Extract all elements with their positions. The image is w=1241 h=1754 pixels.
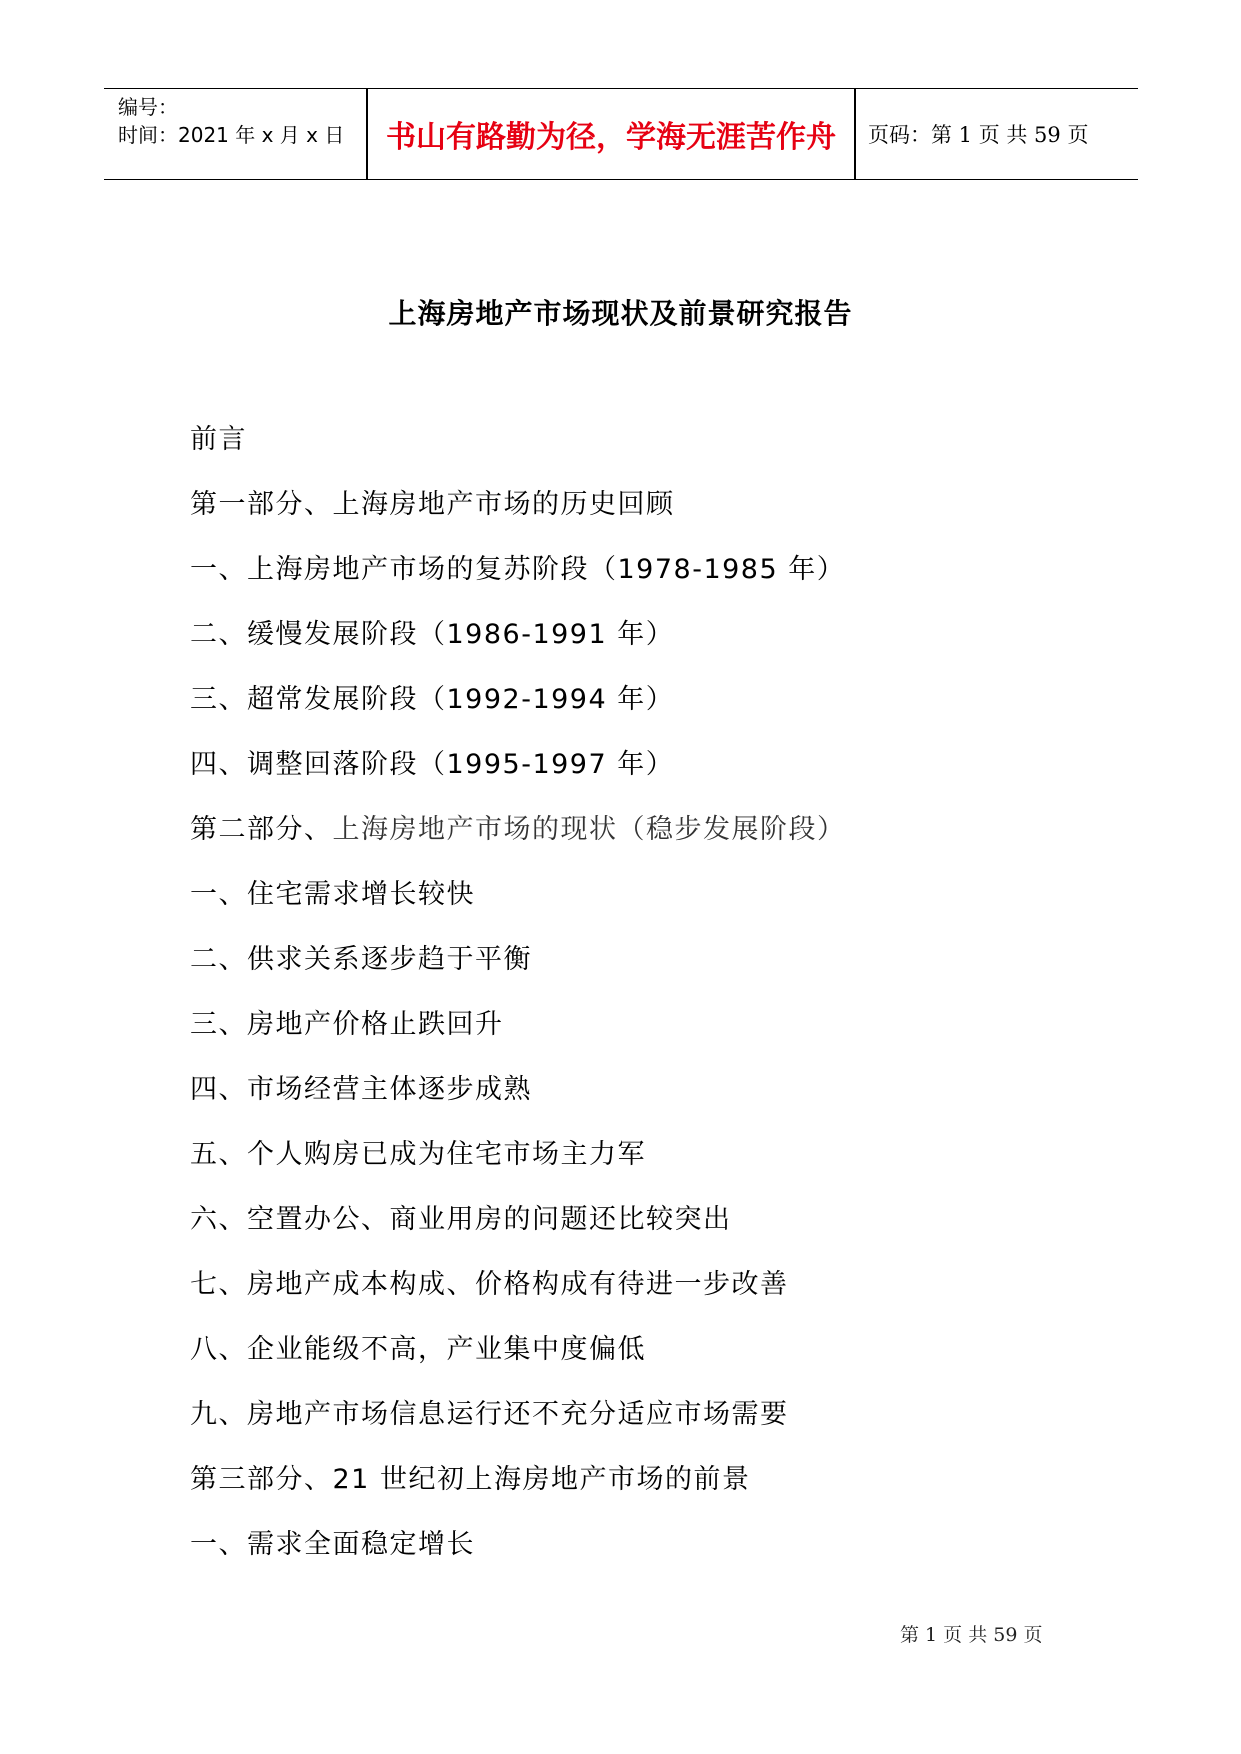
toc-item: 五、个人购房已成为住宅市场主力军 — [190, 1139, 646, 1170]
document-title: 上海房地产市场现状及前景研究报告 — [388, 297, 853, 330]
header-time-label: 时间：2021 年 x 月 x 日 — [118, 123, 345, 147]
toc-item-prefix: 第二部分、 — [190, 814, 333, 845]
header-page-info: 页码：第 1 页 共 59 页 — [868, 123, 1089, 147]
toc-item: 三、房地产价格止跌回升 — [190, 1009, 504, 1040]
toc-item: 九、房地产市场信息运行还不充分适应市场需要 — [190, 1399, 789, 1430]
toc-item: 二、供求关系逐步趋于平衡 — [190, 944, 532, 975]
toc-item: 前言 — [190, 424, 247, 455]
toc-item: 七、房地产成本构成、价格构成有待进一步改善 — [190, 1269, 789, 1300]
header-divider-right — [854, 89, 856, 179]
toc-item: 八、企业能级不高，产业集中度偏低 — [190, 1334, 646, 1365]
toc-item: 二、缓慢发展阶段（1986-1991 年） — [190, 619, 675, 650]
toc-item: 第一部分、上海房地产市场的历史回顾 — [190, 489, 675, 520]
toc-item — [190, 810, 1090, 875]
toc-item: 六、空置办公、商业用房的问题还比较突出 — [190, 1204, 732, 1235]
toc-item: 一、需求全面稳定增长 — [190, 1529, 475, 1560]
header-motto: 书山有路勤为径，学海无涯苦作舟 — [386, 120, 836, 155]
header-meta — [118, 93, 358, 149]
toc-item: 四、调整回落阶段（1995-1997 年） — [190, 749, 675, 780]
toc-item: 第三部分、21 世纪初上海房地产市场的前景 — [190, 1464, 751, 1495]
table-of-contents — [190, 420, 1090, 1590]
page-header — [104, 88, 1138, 180]
header-number-label: 编号： — [118, 95, 178, 119]
toc-item: 三、超常发展阶段（1992-1994 年） — [190, 684, 675, 715]
toc-item: 四、市场经营主体逐步成熟 — [190, 1074, 532, 1105]
toc-item-rest: 上海房地产市场的现状（稳步发展阶段） — [332, 814, 846, 845]
page-footer: 第 1 页 共 59 页 — [900, 1624, 1043, 1646]
toc-item: 一、住宅需求增长较快 — [190, 879, 475, 910]
toc-item: 一、上海房地产市场的复苏阶段（1978-1985 年） — [190, 554, 846, 585]
